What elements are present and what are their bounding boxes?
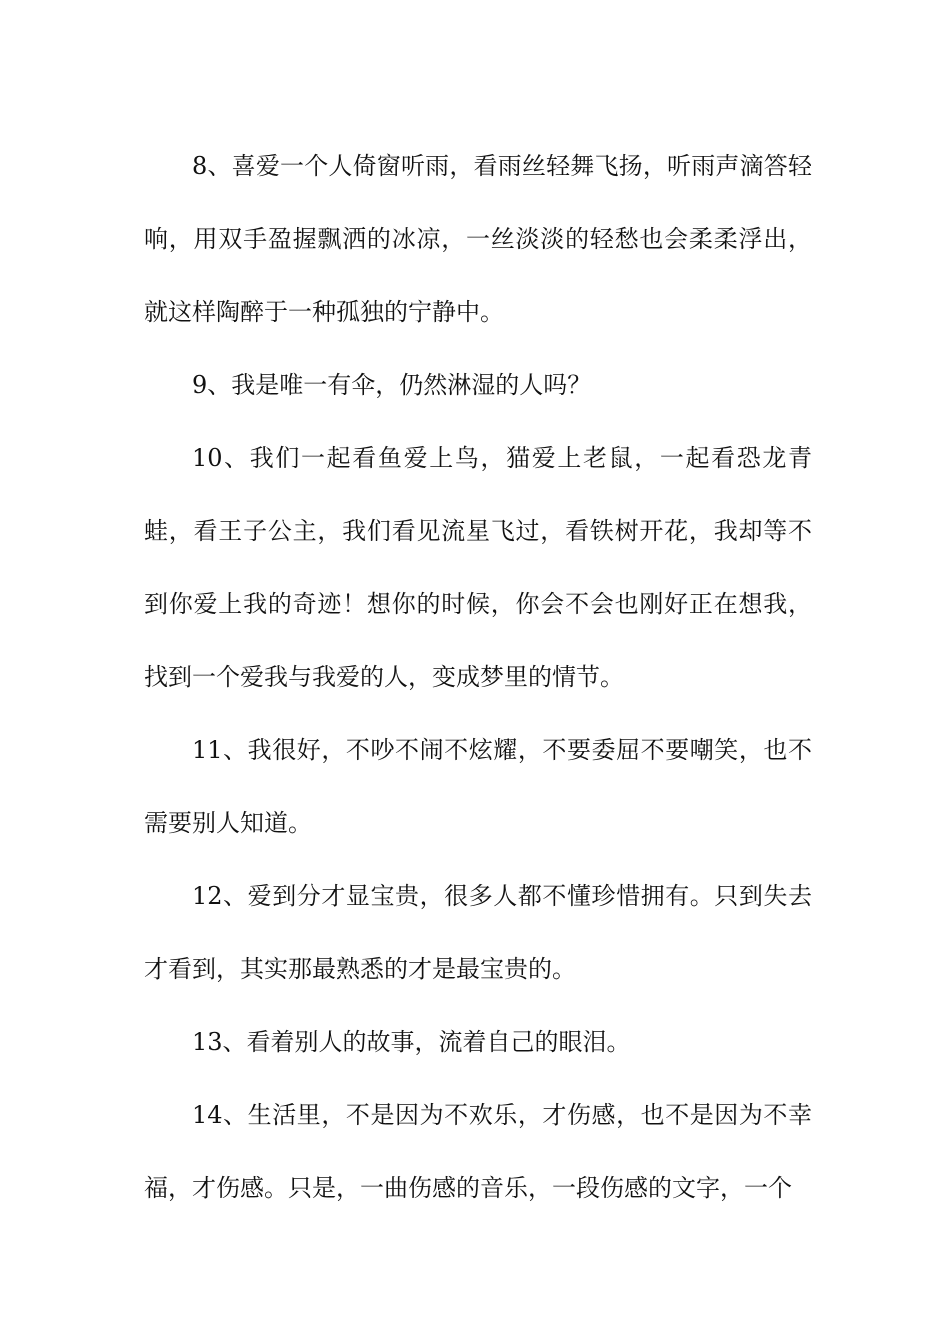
paragraph-14: 14、生活里，不是因为不欢乐，才伤感，也不是因为不幸福，才伤感。只是，一曲伤感的音乐，一段伤感的文字，一个 bbox=[144, 1101, 812, 1202]
paragraph-12: 12、爱到分才显宝贵，很多人都不懂珍惜拥有。只到失去才看到，其实那最熟悉的才是最宝贵的。 bbox=[144, 882, 812, 983]
paragraph-13: 13、看着别人的故事，流着自己的眼泪。 bbox=[192, 1028, 631, 1056]
paragraph-9: 9、我是唯一有伞，仍然淋湿的人吗？ bbox=[192, 371, 592, 399]
document-body bbox=[144, 130, 812, 1225]
paragraph-8: 8、喜爱一个人倚窗听雨，看雨丝轻舞飞扬，听雨声滴答轻响，用双手盈握飘洒的冰凉，一丝淡淡的轻愁也会柔柔浮出，就这样陶醉于一种孤独的宁静中。 bbox=[144, 152, 812, 326]
paragraph-11: 11、我很好，不吵不闹不炫耀，不要委屈不要嘲笑，也不需要别人知道。 bbox=[144, 736, 812, 837]
paragraph-10: 10、我们一起看鱼爱上鸟，猫爱上老鼠，一起看恐龙青蛙，看王子公主，我们看见流星飞过，看铁树开花，我却等不到你爱上我的奇迹！想你的时候，你会不会也刚好正在想我，找到一个爱我与我爱的人，变成梦里的情节。 bbox=[144, 444, 812, 691]
